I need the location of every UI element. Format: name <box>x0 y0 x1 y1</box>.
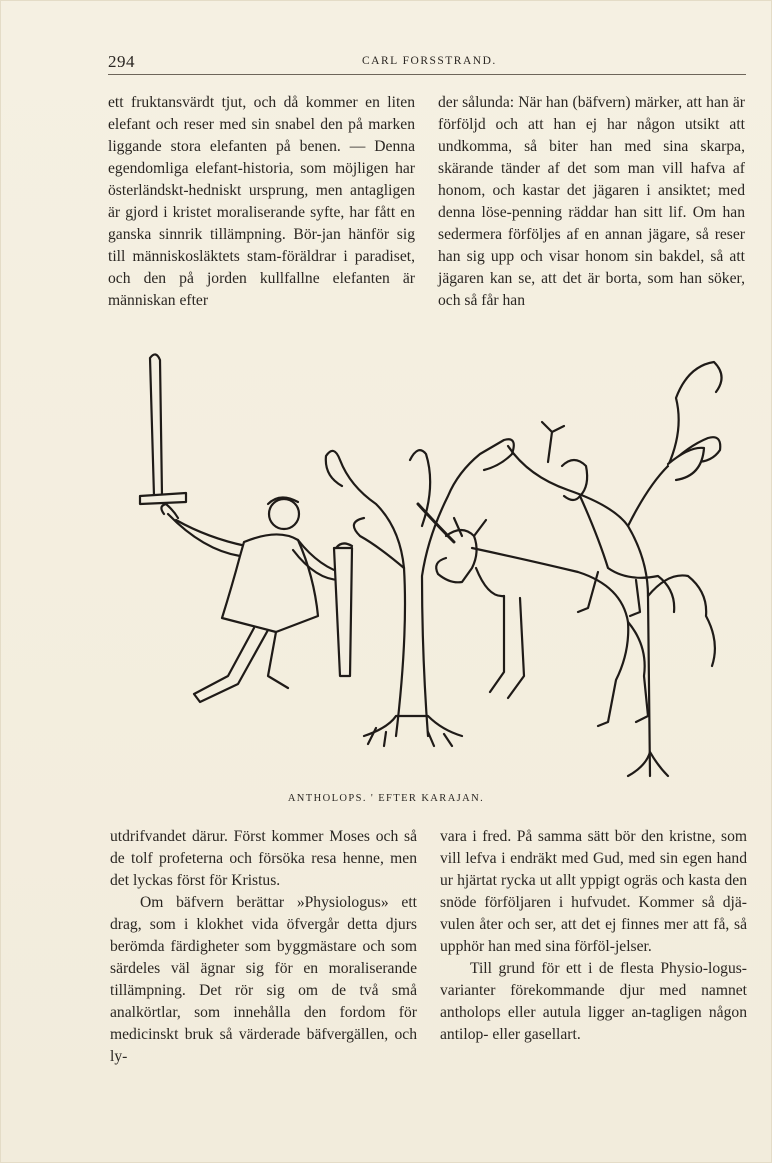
paragraph: der sålunda: När han (bäfvern) märker, att han är förföljd och att han ej har någon utsikt att undkomma, så biter han med sina skarpa, skärande tänder af det som man vill hafva af honom, och kastar det jägaren i ansiktet; med denna löse-penning räddar han sitt lif. Om han sedermera förföljes af en annan jägare, så reser han sig upp och visar honom sin bakdel, så att jägaren kan se, att det är borta, som han söker, och så får han <box>438 94 745 309</box>
page-header <box>108 52 746 74</box>
sword-icon <box>140 354 186 504</box>
running-title: CARL FORSSTRAND. <box>362 55 497 67</box>
text-column-bottom-left <box>110 826 417 1068</box>
paragraph: Om bäfvern berättar »Physiologus» ett drag, som i klokhet vida öfvergår detta djurs berömda färdigheter som byggmästare och som särdeles väl ägnar sig för en moraliserande tillämpning. Det rör sig om de två små analkörtlar, som innehålla den fordom för medicinskt bruk så värderade bäfvergällen, och ly- <box>110 894 417 1065</box>
right-tree-icon <box>508 362 722 776</box>
paragraph: Till grund för ett i de flesta Physio-logus-varianter förekommande djur med namnet antholops eller autula ligger an-tagligen någon antilop- eller gasellart. <box>440 960 747 1043</box>
antelope-icon <box>418 504 648 726</box>
page-number: 294 <box>108 52 135 71</box>
man-figure-icon <box>161 497 346 702</box>
figure-caption: ANTHOLOPS. ' EFTER KARAJAN. <box>287 793 485 804</box>
antholops-illustration <box>128 336 728 788</box>
horn-object-icon <box>334 543 352 676</box>
paragraph: utdrifvandet därur. Först kommer Moses och så de tolf profeterna och försöka resa henne, men det lyckas först för Kristus. <box>110 828 417 889</box>
paragraph: vara i fred. På samma sätt bör den kristne, som vill lefva i endräkt med Gud, med sin egen hand ur hjärtat rycka ut allt yppigt ogräs och kasta den snöde förföljaren i hufvudet. Kommer så djä-vulen åter och ser, att det ej finnes mer att få, så upphör han med sina förföl-jelser. <box>440 828 747 955</box>
text-column-top-left <box>108 92 415 312</box>
header-rule <box>108 74 746 75</box>
text-column-bottom-right <box>440 826 747 1046</box>
text-column-top-right <box>438 92 745 312</box>
paragraph: ett fruktansvärdt tjut, och då kommer en liten elefant och reser med sin snabel den på marken liggande stora elefanten på benen. — Denna egendomliga elefant-historia, som möjligen har österländskt-hedniskt ursprung, men antagligen är gjord i kristet moraliserande syfte, har fått en ganska sinnrik tillämpning. Bör-jan hänför sig till människosläktets stam-föräldrar i paradiset, och den på jorden kullfallne elefanten är människan efter <box>108 94 415 309</box>
left-tree-icon <box>326 439 514 746</box>
